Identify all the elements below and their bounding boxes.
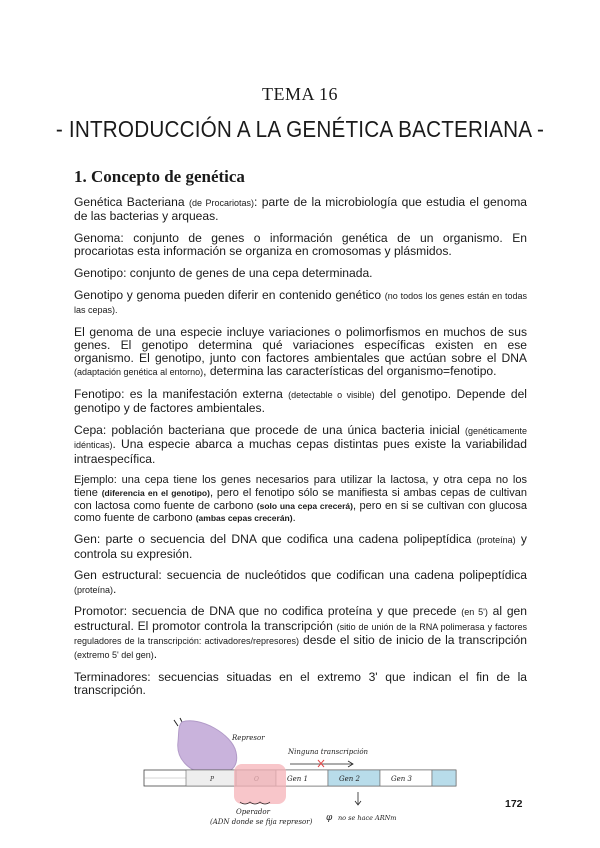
note: (adaptación genética al entorno) [74,367,204,378]
paragraph-genoma: Genoma: conjunto de genes o información genética de un organismo. En procariotas esta información se organiza en cromosomas y plásmidos. [74,231,527,259]
note: (proteína) [476,535,516,546]
text: , pero en si se cultivan con glucosa como fuente de carbono [74,499,527,525]
section-heading: 1. Concepto de genética [74,167,245,186]
operator-highlight [234,764,286,804]
operador-note: (ADN donde se fija represor) [210,818,313,826]
no-arnm-label: no se hace ARNm [338,814,397,822]
note: (proteína) [74,584,114,595]
gen3-label: Gen 3 [391,775,412,783]
operador-label: Operador [236,808,270,816]
phi-symbol: φ [326,813,333,823]
text: Gen estructural: secuencia de nucleótidos que codifican una cadena polipeptídica [74,568,527,583]
chapter-title: - INTRODUCCIÓN A LA GENÉTICA BACTERIANA - [55,116,545,142]
represor-shape [178,721,237,775]
cross-icon [318,760,324,767]
text: , determina las características del organismo=fenotipo. [203,364,497,379]
represor-label: Represor [232,734,265,742]
gen2-label: Gen 2 [339,775,360,783]
note: (de Procariotas) [188,198,255,208]
document-body [74,196,527,706]
note: (no todos los genes están en todas las cepas). [74,290,528,315]
text: Cepa: población bacteriana que procede de una única bacteria inicial [74,423,465,438]
text: Ejemplo: una cepa tiene los genes necesarios para utilizar la lactosa, y otra cepa no los tiene [74,474,527,499]
text: del genotipo. Depende del genotipo y de factores ambientales. [74,387,527,416]
text: Genotipo y genoma pueden diferir en contenido genético [74,287,385,302]
note: (extremo 5' del gen) [74,649,154,660]
paragraph-gen-estructural [74,569,527,596]
ninguna-label: Ninguna transcripción [288,748,369,756]
paragraph-ejemplo [74,474,527,524]
promoter-label: P [210,776,215,783]
note: (genéticamente idénticas) [74,426,527,451]
note: (detectable o visible) [288,390,375,401]
chapter-number: TEMA 16 [261,84,338,104]
paragraph-genetica-bacteriana [74,196,527,223]
text: y controla su expresión. [74,532,527,561]
operon-diagram [140,712,460,832]
text: desde el sitio de inicio de la transcripción [299,632,528,647]
gen1-label: Gen 1 [287,775,308,783]
text: . [292,512,296,525]
paragraph-polimorfismos [74,326,527,380]
paragraph-promotor [74,605,527,662]
text: : parte de la microbiología que estudia el genoma de las bacterias y arqueas. [74,195,527,224]
paragraph-terminadores: Terminadores: secuencias situadas en el extremo 3' que indican el fin de la transcripción. [74,669,527,697]
text: . [113,581,117,596]
note: (ambas cepas crecerán) [195,513,293,524]
paragraph-gen [74,533,527,560]
text: Fenotipo: es la manifestación externa [74,387,289,402]
gen3-end-box [432,770,456,786]
text: . Una especie abarca a muchas cepas distintas pues existe la variabilidad intraespecífica. [74,437,527,466]
text: Genética Bacteriana [74,195,189,209]
text: al gen estructural. El promotor controla la transcripción [74,604,527,633]
text: . [153,646,158,661]
paragraph-fenotipo [74,388,527,415]
paragraph-genotipo: Genotipo: conjunto de genes de una cepa determinada. [74,266,373,280]
page-number: 172 [505,798,523,810]
text: Promotor: secuencia de DNA que no codifica proteína y que precede [74,604,462,619]
note: (solo una cepa crecerá) [256,500,353,511]
note: (diferencia en el genotipo) [101,488,210,498]
text: Gen: parte o secuencia del DNA que codifica una cadena polipeptídica [74,532,477,547]
paragraph-cepa [74,424,527,466]
text: El genoma de una especie incluye variaciones o polimorfismos en muchos de sus genes. El genotipo determina qué variaciones específicas existen en ese organismo. El genotipo, junto con factores ambientales que actúan sobre el DNA [74,324,527,366]
note: (en 5') [461,607,488,618]
note: (sitio de unión de la RNA polimerasa y factores reguladores de la transcripción: activadores/represores) [74,621,528,646]
paragraph-genotipo-genoma [74,289,527,317]
text: , pero el fenotipo sólo se manifiesta si ambas cepas de cultivan con lactosa como fuente de carbono [74,487,527,512]
